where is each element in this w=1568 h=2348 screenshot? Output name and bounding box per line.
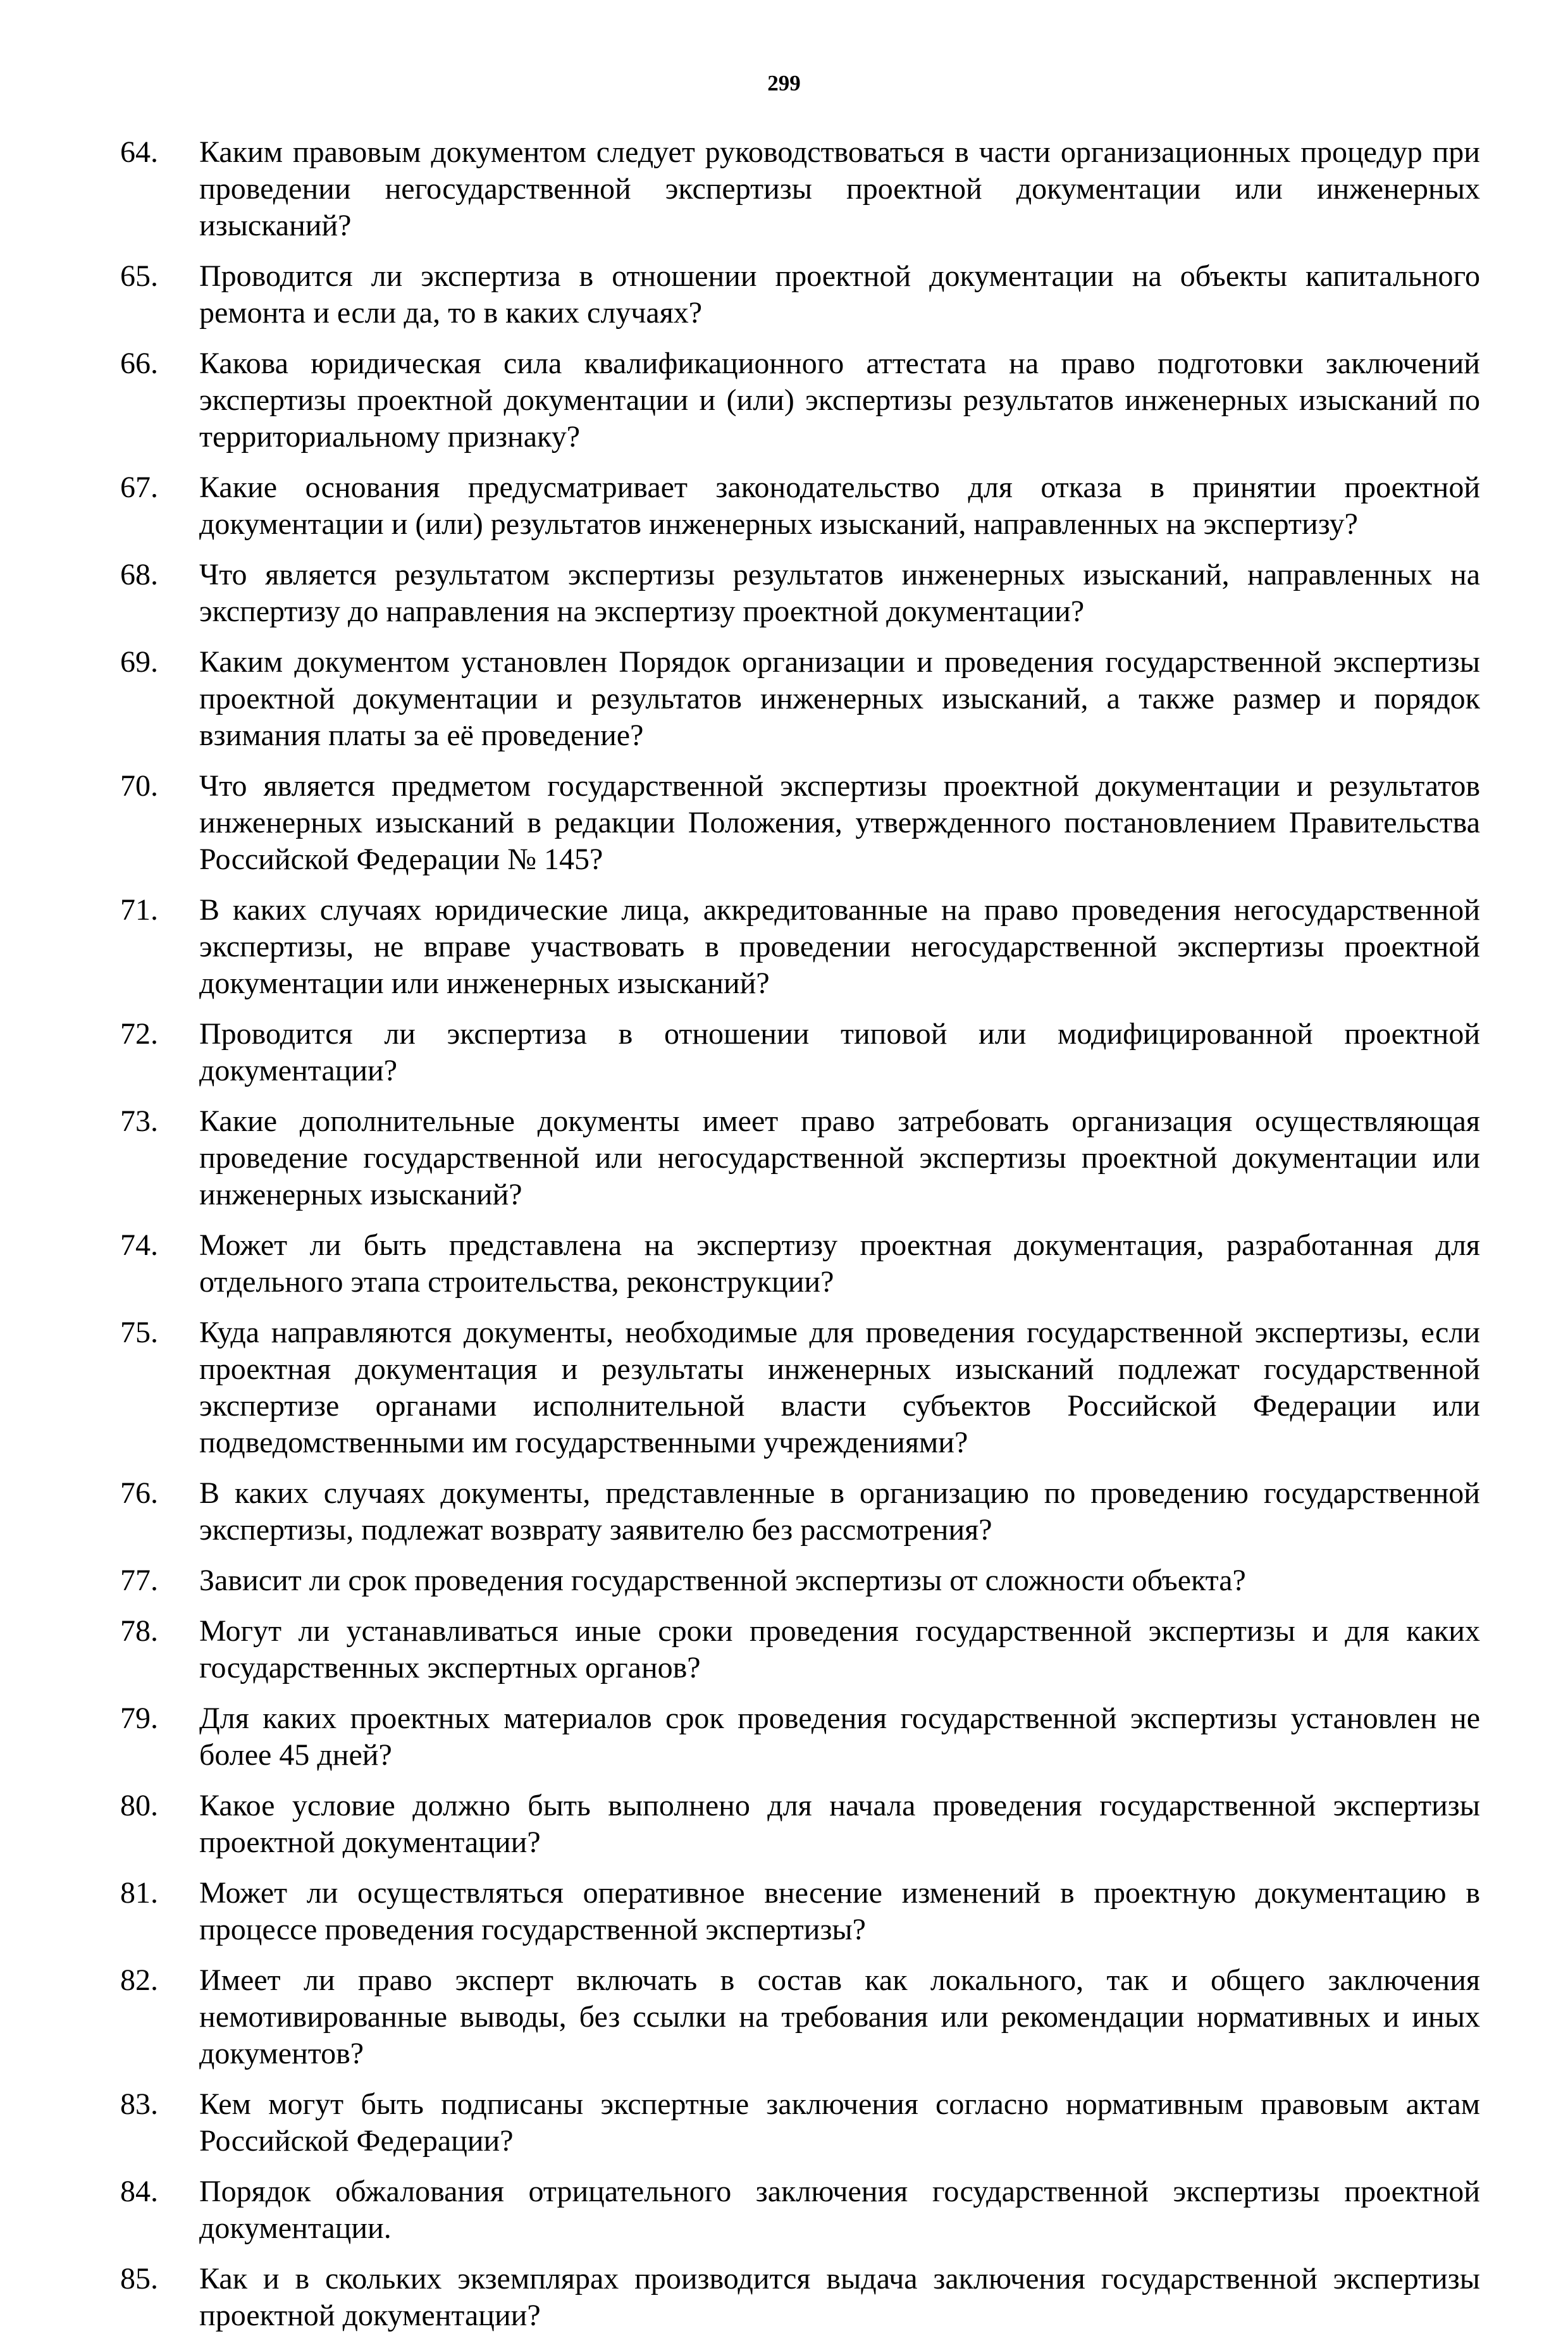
question-text: Может ли быть представлена на экспертизу проектная документация, разработанная для отдельного этапа строительства, реконструкции?	[199, 1228, 1480, 1299]
question-number: 73.	[120, 1104, 158, 1138]
question-text: Для каких проектных материалов срок проведения государственной экспертизы установлен не более 45 дней?	[199, 1702, 1480, 1772]
question-item	[120, 469, 1480, 543]
question-number: 65.	[120, 259, 158, 293]
question-text: Какова юридическая сила квалификационного аттестата на право подготовки заключений экспертизы проектной документации и (или) экспертизы результатов инженерных изысканий по территориальному признаку?	[199, 347, 1480, 454]
question-number: 80.	[120, 1789, 158, 1822]
question-item	[120, 1788, 1480, 1861]
question-number: 84.	[120, 2175, 158, 2208]
question-text: Проводится ли экспертиза в отношении проектной документации на объекты капитального ремонта и если да, то в каких случаях?	[199, 259, 1480, 330]
question-number: 68.	[120, 558, 158, 591]
question-text: Могут ли устанавливаться иные сроки проведения государственной экспертизы и для каких государственных экспертных органов?	[199, 1614, 1480, 1684]
question-item	[120, 258, 1480, 331]
question-item	[120, 2086, 1480, 2160]
question-item	[120, 1700, 1480, 1774]
question-number: 81.	[120, 1876, 158, 1910]
question-number: 71.	[120, 893, 158, 927]
question-text: Как и в скольких экземплярах производится выдача заключения государственной экспертизы проектной документации?	[199, 2262, 1480, 2332]
question-list	[120, 134, 1480, 2348]
question-text: Какие дополнительные документы имеет право затребовать организация осуществляющая проведение государственной или негосударственной экспертизы проектной документации или инженерных изысканий?	[199, 1104, 1480, 1211]
question-number: 76.	[120, 1476, 158, 1510]
question-item	[120, 644, 1480, 754]
question-text: Имеет ли право эксперт включать в состав как локального, так и общего заключения немотивированные выводы, без ссылки на требования или рекомендации нормативных и иных документов?	[199, 1963, 1480, 2070]
question-text: В каких случаях документы, представленные в организацию по проведению государственной экспертизы, подлежат возврату заявителю без рассмотрения?	[199, 1476, 1480, 1547]
question-item	[120, 1562, 1480, 1599]
question-text: Что является предметом государственной экспертизы проектной документации и результатов инженерных изысканий в редакции Положения, утвержденного постановлением Правительства Российской Федерации № 145?	[199, 769, 1480, 876]
question-item	[120, 1875, 1480, 1948]
question-number: 78.	[120, 1614, 158, 1648]
question-item	[120, 2173, 1480, 2247]
question-text: Порядок обжалования отрицательного заключения государственной экспертизы проектной документации.	[199, 2175, 1480, 2245]
question-item	[120, 1227, 1480, 1301]
question-text: Каким правовым документом следует руководствоваться в части организационных процедур при проведении негосударственной экспертизы проектной документации или инженерных изысканий?	[199, 135, 1480, 242]
question-text: Может ли осуществляться оперативное внесение изменений в проектную документацию в процессе проведения государственной экспертизы?	[199, 1876, 1480, 1946]
question-text: Каким документом установлен Порядок организации и проведения государственной экспертизы проектной документации и результатов инженерных изысканий, а также размер и порядок взимания платы за её проведение?	[199, 645, 1480, 752]
question-item	[120, 2261, 1480, 2334]
question-item	[120, 557, 1480, 630]
question-number: 79.	[120, 1702, 158, 1735]
question-number: 83.	[120, 2087, 158, 2121]
question-item	[120, 892, 1480, 1002]
question-item	[120, 1314, 1480, 1461]
question-number: 82.	[120, 1963, 158, 1997]
question-text: Какие основания предусматривает законодательство для отказа в принятии проектной документации и (или) результатов инженерных изысканий, направленных на экспертизу?	[199, 471, 1480, 541]
question-text: В каких случаях юридические лица, аккредитованные на право проведения негосударственной экспертизы, не вправе участвовать в проведении негосударственной экспертизы проектной документации или инженерных изысканий?	[199, 893, 1480, 1000]
question-item	[120, 1103, 1480, 1213]
question-item	[120, 1962, 1480, 2072]
question-item	[120, 1016, 1480, 1089]
question-number: 75.	[120, 1316, 158, 1349]
question-item	[120, 768, 1480, 878]
question-item	[120, 1475, 1480, 1548]
question-item	[120, 1613, 1480, 1686]
question-text: Зависит ли срок проведения государственной экспертизы от сложности объекта?	[199, 1564, 1246, 1597]
question-number: 72.	[120, 1017, 158, 1051]
question-number: 66.	[120, 347, 158, 380]
question-text: Проводится ли экспертиза в отношении типовой или модифицированной проектной документации?	[199, 1017, 1480, 1087]
question-item	[120, 345, 1480, 455]
question-number: 67.	[120, 471, 158, 504]
question-number: 69.	[120, 645, 158, 679]
question-text: Кем могут быть подписаны экспертные заключения согласно нормативным правовым актам Российской Федерации?	[199, 2087, 1480, 2158]
question-number: 85.	[120, 2262, 158, 2295]
question-number: 70.	[120, 769, 158, 803]
question-text: Куда направляются документы, необходимые для проведения государственной экспертизы, если проектная документация и результаты инженерных изысканий подлежат государственной экспертизе органами исполнительной власти субъектов Российской Федерации или подведомственными им государственными учреждениями?	[199, 1316, 1480, 1459]
question-item	[120, 134, 1480, 244]
question-number: 77.	[120, 1564, 158, 1597]
question-number: 64.	[120, 135, 158, 169]
question-text: Какое условие должно быть выполнено для начала проведения государственной экспертизы проектной документации?	[199, 1789, 1480, 1859]
question-text: Что является результатом экспертизы результатов инженерных изысканий, направленных на экспертизу до направления на экспертизу проектной документации?	[199, 558, 1480, 628]
question-number: 74.	[120, 1228, 158, 1262]
page-number: 299	[767, 71, 801, 96]
